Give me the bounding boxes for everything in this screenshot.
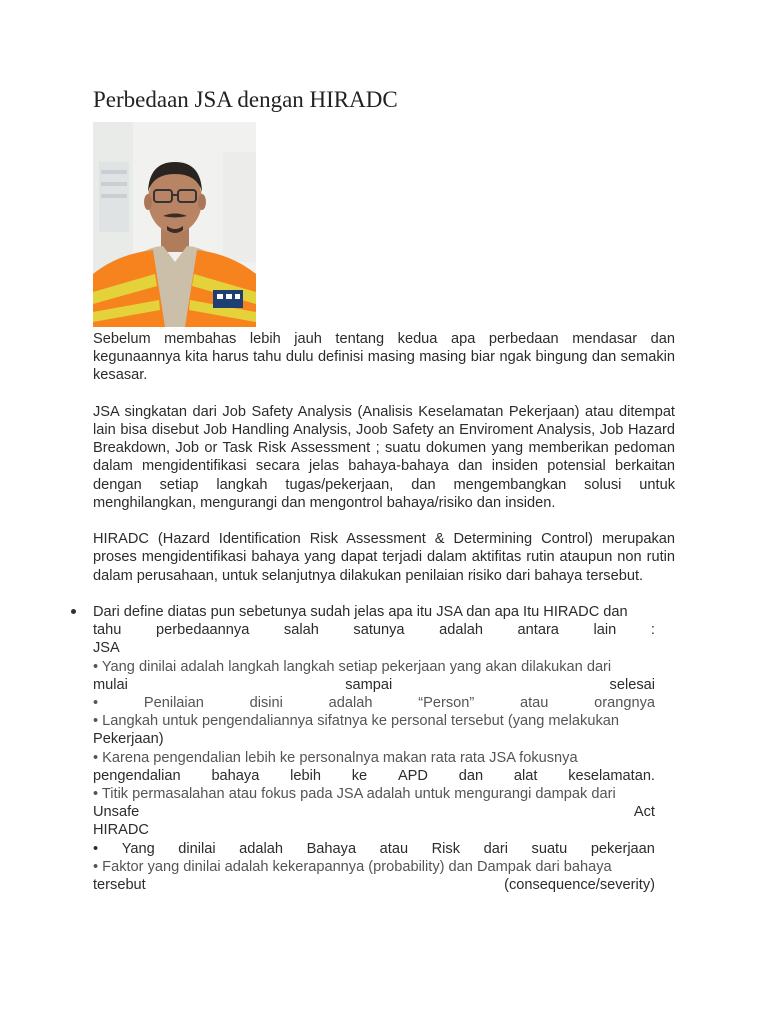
jsa-point: • Titik permasalahan atau fokus pada JSA adalah untuk mengurangi dampak dari (93, 786, 616, 803)
word: : (650, 622, 655, 639)
article-body (93, 330, 675, 894)
word: pengendalian (93, 767, 181, 784)
word: “Person” (418, 695, 475, 712)
word: • (93, 840, 99, 857)
word: atau (519, 695, 549, 712)
jsa-point-justified (93, 767, 655, 785)
word: perbedaannya (156, 622, 250, 639)
word: dan (458, 767, 484, 784)
word: satunya (353, 622, 405, 639)
word: adalah (239, 840, 283, 857)
word: dinilai (178, 840, 216, 857)
word: (consequence/severity) (504, 877, 655, 894)
list-item (93, 603, 675, 894)
word: adalah (439, 622, 483, 639)
list-line: Dari define diatas pun sebetunya sudah jelas apa itu JSA dan apa Itu HIRADC dan (93, 604, 628, 620)
word: mulai (93, 676, 128, 693)
portrait-photo (93, 122, 256, 327)
word: alat (513, 767, 538, 784)
list-line-justified (93, 621, 655, 639)
word: selesai (609, 676, 655, 693)
word: orangnya (594, 695, 655, 712)
jsa-point: • Langkah untuk pengendaliannya sifatnya ke personal tersebut (yang melakukan (93, 713, 619, 730)
word: ke (351, 767, 368, 784)
comparison-list (93, 603, 675, 894)
word: adalah (328, 695, 373, 712)
word: salah (283, 622, 319, 639)
word: Penilaian (143, 695, 204, 712)
jsa-point-justified (93, 694, 655, 712)
word: bahaya (211, 767, 260, 784)
word: Bahaya (306, 840, 357, 857)
jsa-point-justified (93, 676, 655, 694)
word: keselamatan. (568, 767, 655, 784)
word: sampai (345, 676, 393, 693)
word: Yang (121, 840, 155, 857)
page-title: Perbedaan JSA dengan HIRADC (93, 87, 398, 112)
word: dari (483, 840, 508, 857)
paragraph-intro: Sebelum membahas lebih jauh tentang kedua apa perbedaan mendasar dan kegunaannya kita harus tahu dulu definisi masing masing biar ngak bingung dan semakin kesasar. (93, 331, 675, 384)
word: pekerjaan (590, 840, 655, 857)
word: tahu (93, 622, 122, 639)
paragraph-jsa-definition: JSA singkatan dari Job Safety Analysis (Analisis Keselamatan Pekerjaan) atau ditempat lain bisa disebut Job Handling Analysis, Joob Safety an Enviroment Analysis, Job Hazard Breakdown, Job or Task Risk Assessment ; suatu dokumen yang memberikan pedoman dalam mengidentifikasi secara jelas bahaya-bahaya dan insiden potensial berkaitan dengan setiap langkah tugas/pekerjaan, dan mengembangkan solusi untuk menghilangkan, mengurangi dan mengontrol bahaya/risiko dan insiden. (93, 403, 675, 511)
hiradc-point-justified (93, 876, 655, 894)
word: antara (517, 622, 559, 639)
word: APD (397, 767, 428, 784)
jsa-point-justified (93, 803, 655, 821)
word: lebih (290, 767, 321, 784)
word: Unsafe (93, 804, 140, 821)
word: Act (633, 804, 655, 821)
jsa-point: Pekerjaan) (93, 731, 164, 748)
paragraph-hiradc-definition: HIRADC (Hazard Identification Risk Assessment & Determining Control) merupakan proses mengidentifikasi bahaya yang dapat terjadi dalam aktifitas rutin ataupun non rutin dalam perusahaan, untuk selanjutnya dilakukan penilaian risiko dari bahaya tersebut. (93, 531, 675, 584)
jsa-point: • Yang dinilai adalah langkah langkah setiap pekerjaan yang akan dilakukan dari (93, 658, 612, 675)
hiradc-point-justified (93, 840, 655, 858)
hiradc-point: • Faktor yang dinilai adalah kekerapannya (probability) dan Dampak dari bahaya (93, 858, 612, 875)
word: disini (249, 695, 283, 712)
hiradc-heading: HIRADC (93, 822, 149, 839)
jsa-heading: JSA (93, 640, 120, 657)
word: suatu (531, 840, 568, 857)
word: lain (593, 622, 617, 639)
word: Risk (431, 840, 461, 857)
bullet-dot-icon (71, 609, 76, 614)
word: • (93, 695, 99, 712)
word: tersebut (93, 877, 146, 894)
word: atau (379, 840, 409, 857)
jsa-point: • Karena pengendalian lebih ke personalnya makan rata rata JSA fokusnya (93, 749, 578, 766)
